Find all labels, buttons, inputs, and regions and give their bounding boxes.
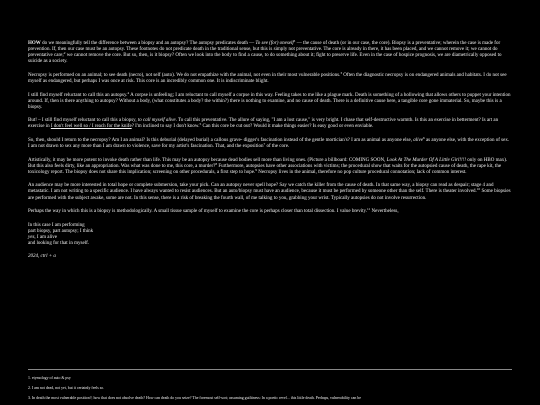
footnote-item: 2. I am not dead, not yet, but it certainly feels so. [28, 386, 105, 391]
text: of the core. [265, 144, 290, 150]
verse-line: , I am alive [34, 234, 57, 240]
text: So, then, should I return to the necropsy? Am I an animal? Is this deburial (delayed burial) a callous grave- digger's fascination instead of the gentle mortician's? I am as animal as anyone else, [28, 137, 414, 143]
footnote-item: 3. In death the most vulnerable position?; how that does not absolve death? How can death do you seize? The foremost self-sort; assuming guiltiness: In a poetic revel... this little death. Perhaps, vulnerability can be [28, 396, 361, 401]
paragraph-8 [28, 209, 512, 215]
footnote-ref[interactable]: 5 [199, 122, 202, 127]
text: Perhaps the way in which this is a biopsy is methodologically. A small tissue sample of myself to examine the core is perhaps closer than total dissection. I value brevity. [28, 209, 367, 215]
footnote-item: 1. etymology of auto & psy [28, 376, 71, 380]
verse-line: part biopsy, part autopsy; I think [28, 228, 94, 234]
signature-date: 2024, ctrl + a [28, 254, 56, 260]
underlined-phrase: I don't feel well so / I reach for the knife [50, 124, 132, 130]
paragraph-5 [28, 135, 512, 150]
text: Nevertheless, [370, 209, 399, 215]
paragraph-4 [28, 118, 512, 130]
verse-line: and looking for that in myself. [28, 240, 90, 246]
text: Necropsy lives in the animal, therefore no pop culture procedural connotation; lack of common interest. [256, 169, 467, 175]
italic-word: alive [413, 137, 423, 143]
text: we cannot remove the core. But so, then, is it biopsy? Often we look into the body to find a cause, to do something about it; fight to preserve life. Even in the case of hospice prognosis, we are diametrically opposed to suicide as a society. [28, 53, 502, 65]
paragraph-3 [28, 90, 512, 111]
text: ? I'm inclined to say I don't know. [131, 124, 200, 130]
paragraph-6 [28, 158, 512, 176]
text: Furthermore, autopsies have other associations with victims; the procedural show that waits for the autopsied cause of death, the rape kit, the toxicology report. The biopsy does not share this implication; screening on other procedurals, a first step to hope. [28, 163, 502, 175]
italic-phrase: Look At The Murder Of A Little Girl!!!! [386, 157, 467, 163]
text: — the cause of death (or in our case, the core). Biopsy is a preventative; wherein the case is made for prevention. If, then our case must be an autopsy. These footnotes do not predicate death in the traditional sense, but this is simply not preventative. The core is already in there, it has been placed, and we cannot remove it; we cannot do preventative care; [28, 41, 501, 59]
footnote-ref[interactable]: 10 [476, 187, 481, 192]
italic-phrase: To see (for) oneself [255, 41, 294, 46]
footnote-ref[interactable]: 11 [366, 207, 371, 212]
footnote-divider [28, 369, 512, 370]
footnote-ref[interactable]: 1 [293, 39, 296, 43]
essay-body [28, 41, 512, 268]
text: I still find myself reluctant to call this an autopsy. [28, 92, 128, 98]
footnote-ref[interactable]: 4 [127, 90, 130, 95]
closing-verse [28, 223, 512, 248]
text: . To call this preventative. The allure of saying, "I am a lost cause," is very bright. I chase that self-destructive warmth. Is this an exercise in betterment? Is art an exercise in [28, 118, 499, 130]
verse-italic-word: yes [28, 234, 35, 240]
paragraph-2 [28, 70, 512, 85]
text: A corpse is unfeeling; I am reluctant to call myself a corpse in this way. Feeling takes to me like a plague mark. Death is something of a hollowing that allows others to puppet your intention around. If, then is there anything to autopsy? Without a body, (what constitutes a body? the within?) there is nothing to examine, and no cause of death. There is a definitive cause here, a tangible core gone immaterial. So, maybe this is a biopsy. [28, 92, 511, 110]
text: only on HBO max). But this also feels dirty, like an appropriation. Was what was done to me, this core, a murder? [28, 157, 508, 169]
footnote-ref[interactable]: 2 [63, 51, 66, 56]
footnote-ref[interactable]: 9 [255, 167, 257, 172]
footnote-ref[interactable]: 6 [423, 135, 425, 140]
text: Artistically, it may be more potent to invoke death rather than life. This may be an autopsy because dead bodies sell more than living ones. (Picture a billboard: COMING SOON, [28, 157, 387, 163]
paragraph-1 [28, 41, 512, 66]
text: But! – I still find myself reluctant to call this a biopsy, [28, 118, 138, 124]
paragraph-7 [28, 183, 512, 201]
text: do we meaningfully tell the difference between a biopsy and an autopsy? The autopsy predicates death — [40, 41, 256, 46]
verse-line: In this case I am performing [28, 222, 85, 228]
footnote-ref[interactable]: 3 [340, 70, 343, 75]
text: Some biopsies are performed with the subject awake, some are not. In this sense, there is a risk of breaking the fourth wall, of me talking to you, grabbing your wrist. Typically autopsies do not involve resurrection. [28, 189, 511, 201]
text: Can this core be cut out? Would it make things easier? Is easy good or even enviable. [201, 124, 374, 130]
text: as anyone else, with the exception of sex. I am not drawn to sex any more than I am drawn to violence, save for my artist's fascination. That, and the exposition [28, 137, 510, 150]
lead-word: HOW [28, 41, 41, 46]
footnote-ref[interactable]: 7 [263, 142, 266, 147]
text: An audience may be more interested in total hope or complete submersion, take your pick. Can an autopsy never spell hope? Say we catch the killer from the cause of death. In that same way, a biopsy can read as despair; stage 4 and metastatic. I am not writing to a specific audience. I have always wanted to resist audiences. But an auto/biopsy must have an audience, because it must be performed by someone other than the self. There is theater involved. [28, 183, 494, 195]
text: Necropsy is performed on an animal; to see death (necro), not self (auto). We do not empathize with the animal, not even in their most vulnerable positions. [28, 72, 341, 78]
italic-phrase: to call myself alive [137, 118, 176, 124]
footnotes [28, 376, 512, 405]
text: Often the diagnostic necropsy is on endangered animals and habitats. I do not see myself as endangered, but perhaps I was once at risk. This core is an incredibly common one. It is indiscriminate blight. [28, 72, 507, 85]
footnote-ref[interactable]: 8 [215, 161, 218, 166]
